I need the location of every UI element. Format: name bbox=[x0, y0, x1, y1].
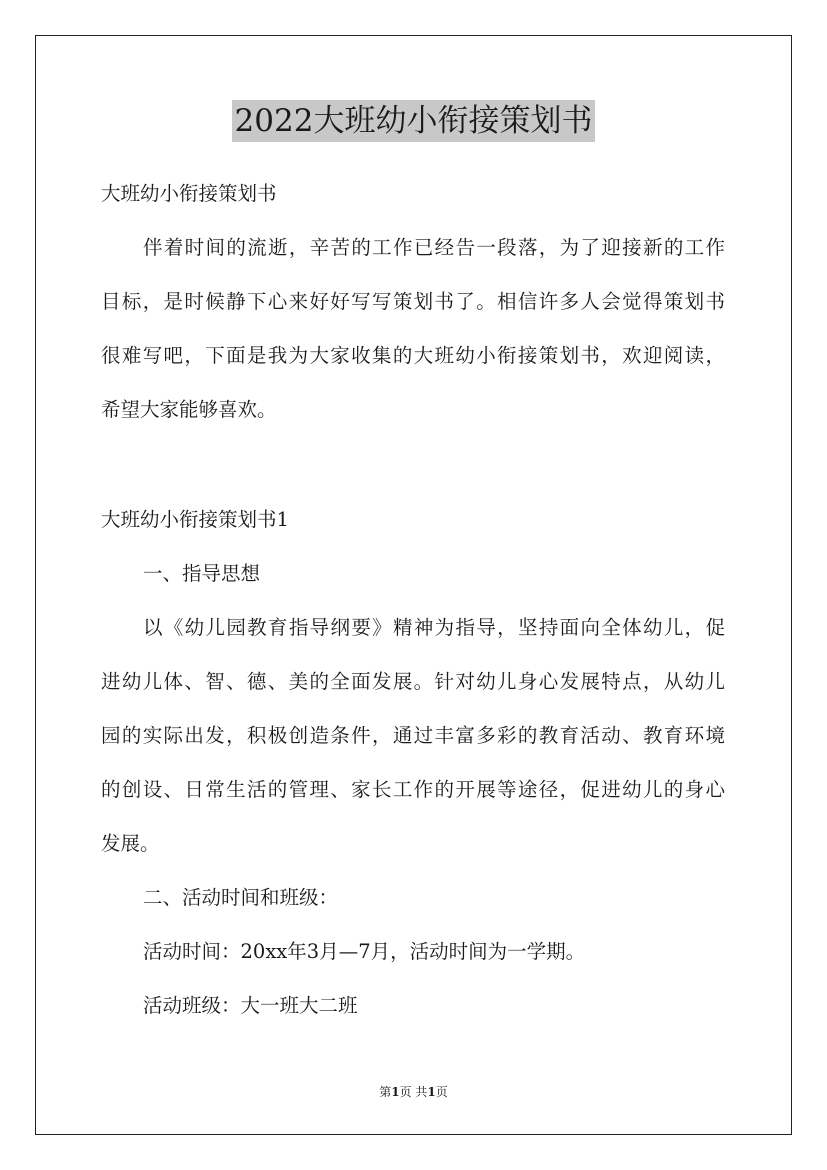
footer-page-prefix: 第 bbox=[379, 1085, 392, 1099]
footer-page-number: 1 bbox=[391, 1085, 400, 1099]
document-title: 2022大班幼小衔接策划书 bbox=[232, 100, 596, 142]
section-title: 大班幼小衔接策划书1 bbox=[101, 508, 289, 531]
intro-line-4: 希望大家能够喜欢。 bbox=[101, 398, 277, 421]
page-footer bbox=[0, 1084, 827, 1100]
heading-guiding-thought: 一、指导思想 bbox=[143, 562, 261, 585]
para-line-5: 发展。 bbox=[101, 832, 160, 855]
footer-page-mid: 页 共 bbox=[399, 1085, 428, 1099]
activity-time: 活动时间：20xx年3月—7月，活动时间为一学期。 bbox=[143, 940, 586, 963]
footer-page-total: 1 bbox=[427, 1085, 436, 1099]
intro-line-1: 伴着时间的流逝，辛苦的工作已经告一段落，为了迎接新的工作 bbox=[143, 236, 725, 259]
heading-activity-time-class: 二、活动时间和班级： bbox=[143, 886, 339, 909]
para-line-4: 的创设、日常生活的管理、家长工作的开展等途径，促进幼儿的身心 bbox=[101, 778, 725, 801]
para-line-1: 以《幼儿园教育指导纲要》精神为指导，坚持面向全体幼儿，促 bbox=[143, 616, 725, 639]
document-subtitle: 大班幼小衔接策划书 bbox=[101, 182, 277, 205]
para-line-2: 进幼儿体、智、德、美的全面发展。针对幼儿身心发展特点，从幼儿 bbox=[101, 670, 725, 693]
para-line-3: 园的实际出发，积极创造条件，通过丰富多彩的教育活动、教育环境 bbox=[101, 724, 725, 747]
intro-line-2: 目标，是时候静下心来好好写写策划书了。相信许多人会觉得策划书 bbox=[101, 290, 725, 313]
title-container bbox=[0, 100, 827, 142]
footer-page-suffix: 页 bbox=[435, 1085, 448, 1099]
intro-line-3: 很难写吧，下面是我为大家收集的大班幼小衔接策划书，欢迎阅读， bbox=[101, 344, 725, 367]
activity-class: 活动班级：大一班大二班 bbox=[143, 994, 358, 1017]
